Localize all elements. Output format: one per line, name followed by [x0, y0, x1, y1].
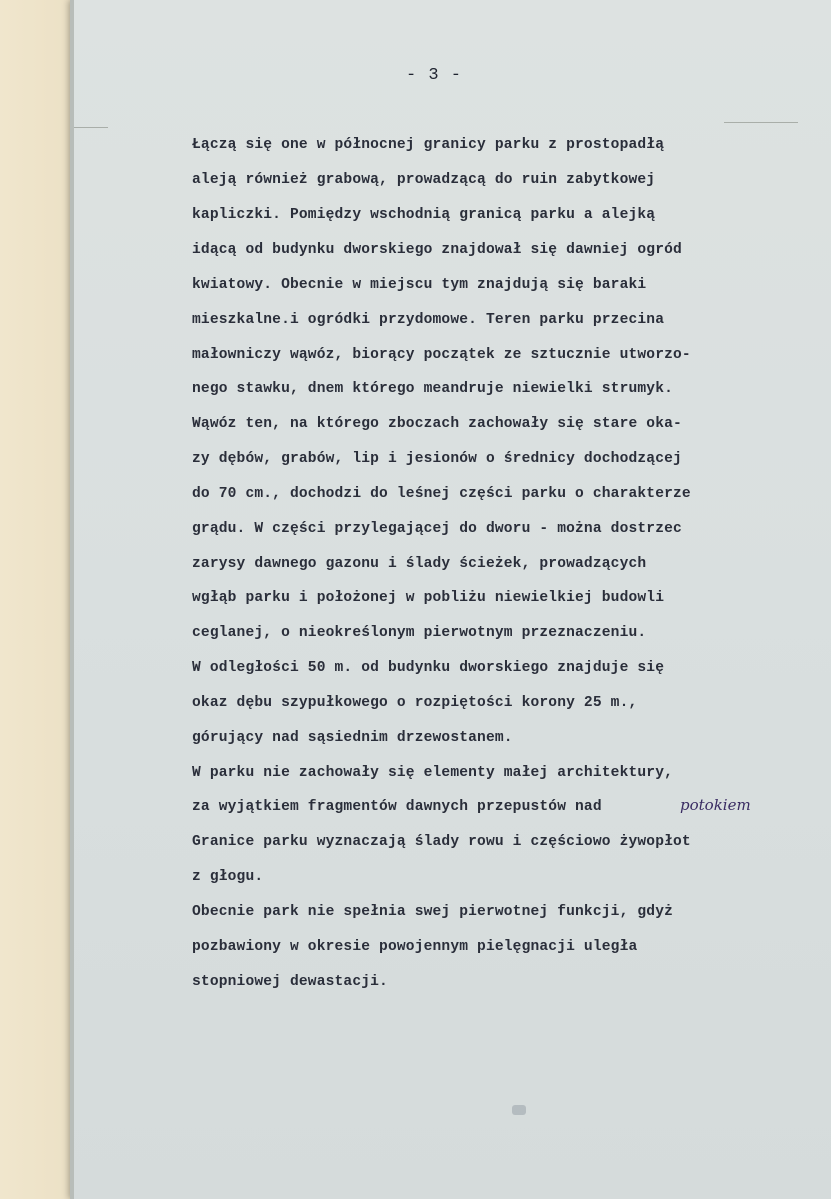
- text-line: stopniowej dewastacji.: [192, 974, 388, 990]
- text-line: Łączą się one w północnej granicy parku z prostopadłą: [192, 137, 665, 153]
- text-line: grądu. W części przylegającej do dworu - można dostrzec: [192, 521, 682, 537]
- text-line: zarysy dawnego gazonu i ślady ścieżek, prowadzących: [192, 556, 647, 572]
- text-line: wgłąb parku i położonej w pobliżu niewielkiej budowli: [192, 590, 665, 606]
- text-line: górujący nad sąsiednim drzewostanem.: [192, 730, 513, 746]
- text-line: kapliczki. Pomiędzy wschodnią granicą parku a alejką: [192, 207, 656, 223]
- faint-mark: [512, 1105, 526, 1115]
- text-line: za wyjątkiem fragmentów dawnych przepustów nad: [192, 799, 602, 815]
- text-line: pozbawiony w okresie powojennym pielęgnacji uległa: [192, 939, 638, 955]
- text-line: W odległości 50 m. od budynku dworskiego znajduje się: [192, 660, 665, 676]
- text-line: zy dębów, grabów, lip i jesionów o średnicy dochodzącej: [192, 451, 682, 467]
- page-edge: [70, 0, 74, 1199]
- text-line: mieszkalne.i ogródki przydomowe. Teren parku przecina: [192, 312, 665, 328]
- text-line: do 70 cm., dochodzi do leśnej części parku o charakterze: [192, 486, 691, 502]
- text-line: z głogu.: [192, 869, 264, 885]
- text-line: ceglanej, o nieokreślonym pierwotnym przeznaczeniu.: [192, 625, 647, 641]
- text-line: Granice parku wyznaczają ślady rowu i częściowo żywopłot: [192, 834, 691, 850]
- page-number: - 3 -: [405, 66, 462, 85]
- text-line: W parku nie zachowały się elementy małej architektury,: [192, 765, 674, 781]
- text-line: małowniczy wąwóz, biorący początek ze sztucznie utworzo-: [192, 347, 691, 363]
- text-line: idącą od budynku dworskiego znajdował się dawniej ogród: [192, 242, 682, 258]
- text-line: okaz dębu szypułkowego o rozpiętości korony 25 m.,: [192, 695, 638, 711]
- text-line: kwiatowy. Obecnie w miejscu tym znajdują się baraki: [192, 277, 647, 293]
- text-line: aleją również grabową, prowadzącą do ruin zabytkowej: [192, 172, 656, 188]
- text-line: Obecnie park nie spełnia swej pierwotnej funkcji, gdyż: [192, 904, 674, 920]
- handwritten-annotation: potokiem: [680, 796, 751, 814]
- text-line: Wąwóz ten, na którego zboczach zachowały się stare oka-: [192, 416, 682, 432]
- top-left-rule: [74, 127, 108, 128]
- text-line: nego stawku, dnem którego meandruje niewielki strumyk.: [192, 381, 674, 397]
- top-right-rule: [724, 122, 798, 123]
